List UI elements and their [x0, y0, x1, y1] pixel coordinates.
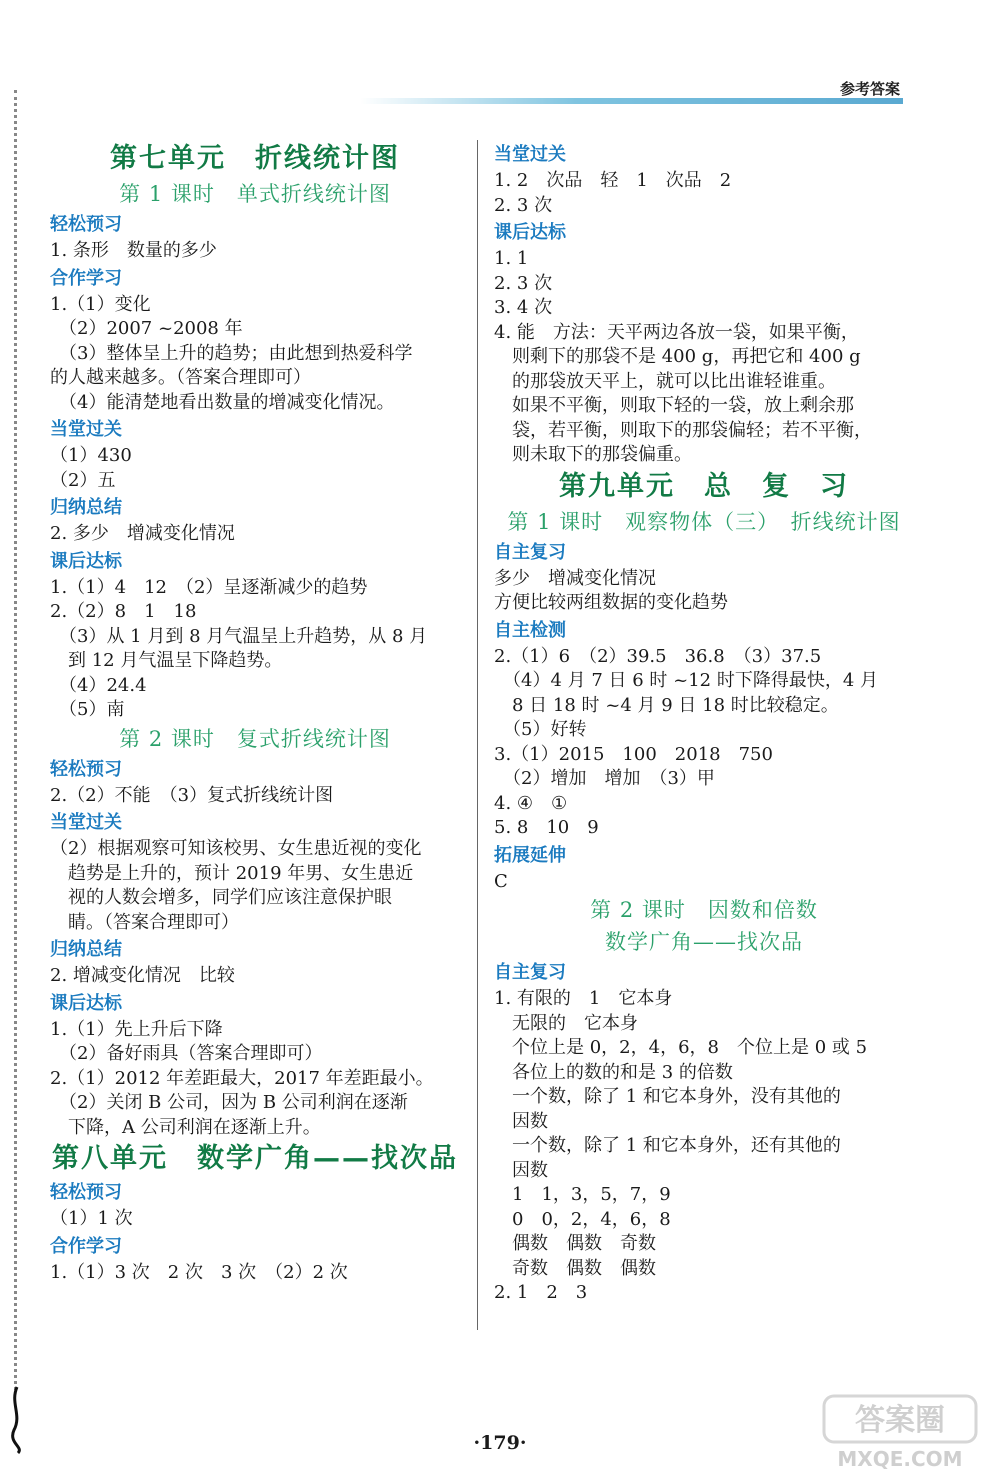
watermark-line2: MXQE.COM — [837, 1447, 963, 1471]
answer-line: 奇数 偶数 偶数 — [494, 1257, 656, 1279]
column-divider — [477, 140, 478, 1330]
answer-line: 4. ④ ① — [494, 792, 568, 814]
answer-line: 各位上的数的和是 3 的倍数 — [494, 1061, 733, 1083]
answer-line: 1. 条形 数量的多少 — [50, 240, 217, 261]
answer-line: （3）整体呈上升的趋势；由此想到热爱科学 — [50, 342, 413, 364]
header-rule — [360, 98, 903, 104]
page-number: ·179· — [473, 1432, 527, 1454]
answer-line: （4）24.4 — [50, 674, 147, 696]
section-heading: 自主复习 — [494, 541, 566, 563]
clip-mark — [6, 1385, 28, 1455]
section-heading: 轻松预习 — [50, 214, 122, 235]
answer-line: 2.（2）不能 （3）复式折线统计图 — [50, 784, 334, 806]
answer-line: 的那袋放天平上，就可以比出谁轻谁重。 — [494, 370, 836, 392]
lesson-title: 第 1 课时 观察物体（三） 折线统计图 — [507, 509, 901, 534]
answer-line: （3）从 1 月到 8 月气温呈上升趋势，从 8 月 — [50, 625, 428, 647]
answer-line: 2.（1）2012 年差距最大，2017 年差距最小。 — [50, 1067, 434, 1089]
answer-line: 袋，若平衡，则取下的那袋偏轻；若不平衡， — [494, 419, 872, 441]
header-tag: 参考答案 — [839, 80, 900, 98]
answer-line: 5. 8 10 9 — [494, 817, 599, 838]
answer-line: 下降，A 公司利润在逐渐上升。 — [50, 1116, 321, 1138]
section-heading: 课后达标 — [494, 222, 566, 243]
answer-line: 2. 增减变化情况 比较 — [50, 965, 235, 986]
answer-line: 2. 3 次 — [494, 272, 553, 294]
section-heading: 自主检测 — [494, 619, 566, 641]
answer-line: （1）1 次 — [50, 1208, 133, 1229]
section-heading: 课后达标 — [50, 992, 122, 1014]
answer-line: 0 0，2，4，6，8 — [494, 1208, 671, 1230]
section-heading: 当堂过关 — [494, 144, 566, 165]
section-heading: 合作学习 — [50, 267, 122, 289]
answer-line: （2）2007 ~2008 年 — [50, 318, 243, 339]
answer-line: （2）五 — [50, 469, 116, 491]
answer-line: 1.（1）4 12 （2）呈逐渐减少的趋势 — [50, 576, 368, 598]
section-heading: 拓展延伸 — [494, 844, 566, 866]
answer-line: 1. 2 次品 轻 1 次品 2 — [494, 170, 732, 191]
watermark-line1: 答案圈 — [855, 1403, 945, 1438]
right-column — [494, 140, 914, 1306]
answer-line: 1 1，3，5，7，9 — [494, 1184, 671, 1205]
watermark-logo — [820, 1392, 980, 1472]
answer-line: 1.（1）3 次 2 次 3 次 （2）2 次 — [50, 1261, 348, 1283]
answer-line: 1. 1 — [494, 248, 529, 269]
answer-line: 的人越来越多。（答案合理即可） — [50, 367, 311, 388]
left-column — [50, 140, 460, 1285]
answer-line: 1. 有限的 1 它本身 — [494, 988, 673, 1009]
section-heading: 课后达标 — [50, 550, 122, 572]
section-heading: 当堂过关 — [50, 419, 122, 440]
answer-line: 多少 增减变化情况 — [494, 567, 656, 589]
answer-line: 2. 多少 增减变化情况 — [50, 523, 235, 544]
answer-line: 睛。（答案合理即可） — [50, 911, 239, 933]
answer-line: 因数 — [494, 1159, 548, 1181]
answer-line: 则未取下的那袋偏重。 — [494, 444, 692, 465]
answer-line: 方便比较两组数据的变化趋势 — [494, 592, 728, 613]
answer-line: 1.（1）变化 — [50, 293, 151, 315]
section-heading: 轻松预习 — [50, 1182, 122, 1203]
answer-line: （5）好转 — [494, 719, 587, 740]
answer-line: 2.（1）6 （2）39.5 36.8 （3）37.5 — [494, 645, 822, 667]
answer-line: 偶数 偶数 奇数 — [494, 1233, 656, 1254]
unit-title: 第七单元 折线统计图 — [110, 143, 400, 174]
answer-line: 1.（1）先上升后下降 — [50, 1018, 223, 1040]
section-heading: 归纳总结 — [50, 939, 122, 960]
section-heading: 轻松预习 — [50, 758, 122, 780]
lesson-title: 第 2 课时 复式折线统计图 — [119, 726, 391, 751]
answer-line: 8 日 18 时 ~4 月 9 日 18 时比较稳定。 — [494, 694, 839, 716]
answer-line: 到 12 月气温呈下降趋势。 — [50, 650, 283, 671]
answer-line: （4）4 月 7 日 6 时 ~12 时下降得最快，4 月 — [494, 670, 879, 691]
section-heading: 归纳总结 — [50, 497, 122, 518]
section-heading: 当堂过关 — [50, 812, 122, 833]
answer-line: 如果不平衡，则取下轻的一袋，放上剩余那 — [494, 395, 854, 416]
answer-line: （2）关闭 B 公司，因为 B 公司利润在逐渐 — [50, 1092, 408, 1113]
answer-line: （4）能清楚地看出数量的增减变化情况。 — [50, 391, 395, 413]
answer-line: （1）430 — [50, 445, 132, 466]
answer-line: 3. 4 次 — [494, 297, 553, 318]
section-heading: 自主复习 — [494, 962, 566, 983]
answer-line: 趋势是上升的，预计 2019 年男、女生患近 — [50, 862, 414, 884]
binding-edge — [14, 90, 17, 1390]
answer-line: 因数 — [494, 1110, 548, 1132]
unit-title: 第八单元 数学广角——找次品 — [52, 1143, 458, 1174]
answer-line: 视的人数会增多，同学们应该注意保护眼 — [50, 887, 392, 908]
answer-line: （5）南 — [50, 699, 125, 720]
unit-title: 第九单元 总 复 习 — [559, 470, 849, 502]
answer-line: （2）备好雨具（答案合理即可） — [50, 1043, 323, 1064]
answer-line: 2. 1 2 3 — [494, 1282, 588, 1303]
answer-line: 则剩下的那袋不是 400 g，再把它和 400 g — [494, 346, 861, 367]
lesson-title: 第 1 课时 单式折线统计图 — [119, 182, 391, 206]
lesson-title: 第 2 课时 因数和倍数 — [590, 898, 818, 922]
answer-line: （2）根据观察可知该校男、女生患近视的变化 — [50, 838, 422, 859]
answer-line: 一个数，除了 1 和它本身外，没有其他的 — [494, 1086, 841, 1107]
answer-line: 个位上是 0，2，4，6，8 个位上是 0 或 5 — [494, 1037, 868, 1058]
answer-line: 一个数，除了 1 和它本身外，还有其他的 — [494, 1135, 841, 1156]
answer-line: 4. 能 方法：天平两边各放一袋，如果平衡， — [494, 321, 859, 343]
answer-line: 2.（2）8 1 18 — [50, 601, 197, 622]
answer-line: C — [494, 870, 508, 892]
answer-line: （2）增加 增加 （3）甲 — [494, 768, 715, 789]
answer-line: 3.（1）2015 100 2018 750 — [494, 743, 773, 765]
answer-line: 无限的 它本身 — [494, 1012, 638, 1034]
section-heading: 合作学习 — [50, 1235, 122, 1257]
lesson-title: 数学广角——找次品 — [605, 930, 803, 954]
answer-line: 2. 3 次 — [494, 194, 553, 216]
